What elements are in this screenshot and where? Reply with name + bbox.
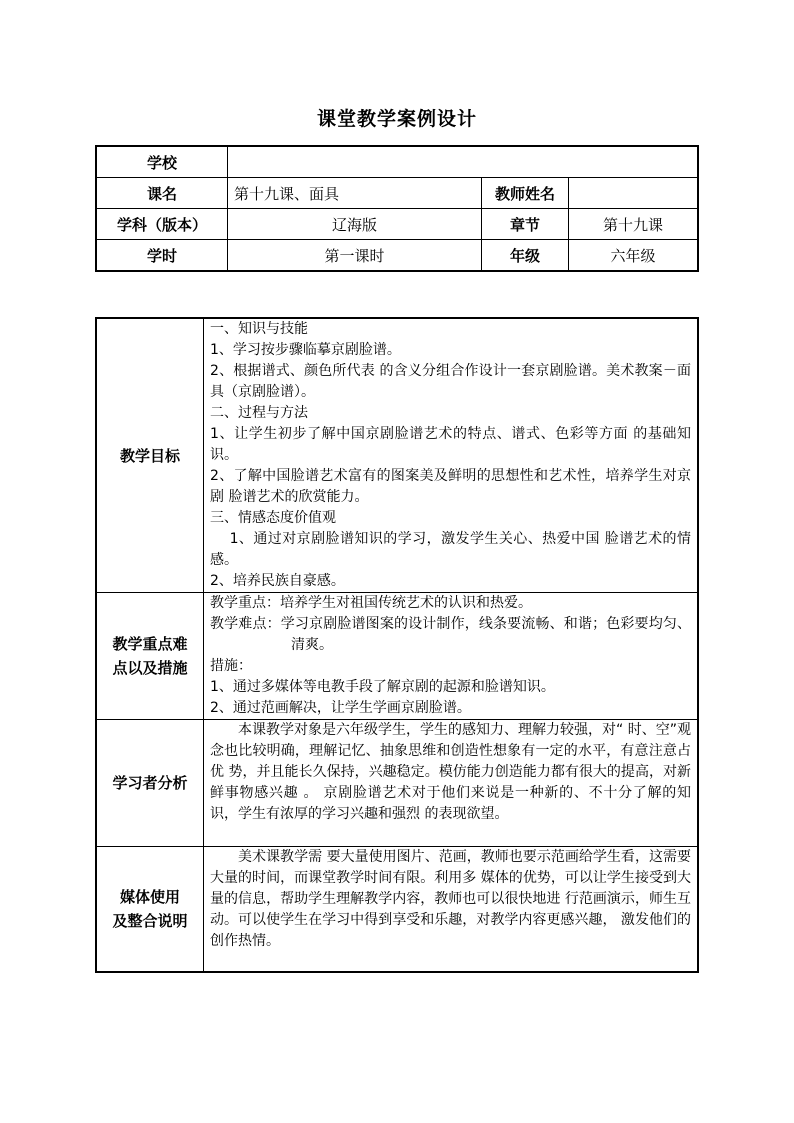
media-text: 美术课教学需 要大量使用图片、范画，教师也要示范画给学生看，这需要大量的时间，而课堂教学时间有限。利用多 媒体的优势，可以让学生接受到大量的信息，帮助学生理解教学内容，教师也可以很快地进 行范画演示，师生互动。可以使学生在学习中得到享受和乐趣，对教学内容更感兴趣， 激发他们的创作热情。 bbox=[210, 849, 691, 949]
goals-line: 1、学习按步骤临摹京剧脸谱。 bbox=[210, 342, 401, 358]
table-row bbox=[96, 720, 698, 847]
measures-title: 措施： bbox=[210, 658, 252, 674]
goals-line: 三、情感态度价值观 bbox=[210, 510, 336, 526]
page-title: 课堂教学案例设计 bbox=[316, 108, 477, 130]
measure-item: 2、通过范画解决，让学生学画京剧脸谱。 bbox=[210, 700, 471, 716]
table-row bbox=[96, 178, 698, 209]
key-points-label-line2: 点以及措施 bbox=[112, 659, 188, 677]
media-label-line2: 及整合说明 bbox=[112, 912, 188, 930]
table-row bbox=[96, 240, 698, 272]
media-label bbox=[96, 847, 204, 973]
key-points-content bbox=[204, 593, 699, 720]
learner-label: 学习者分析 bbox=[96, 720, 204, 847]
teaching-focus: 教学重点：培养学生对祖国传统艺术的认识和热爱。 bbox=[210, 595, 532, 611]
goals-content bbox=[204, 318, 699, 593]
teacher-label: 教师姓名 bbox=[482, 178, 569, 209]
table-row bbox=[96, 209, 698, 240]
goals-line: 2、了解中国脸谱艺术富有的图案美及鲜明的思想性和艺术性，培养学生对京剧 脸谱艺术的欣赏能力。 bbox=[210, 468, 691, 505]
lesson-plan-table bbox=[95, 317, 699, 973]
table-row bbox=[96, 593, 698, 720]
goals-line: 1、让学生初步了解中国京剧脸谱艺术的特点、谱式、色彩等方面 的基础知识。 bbox=[210, 426, 691, 463]
goals-line: 二、过程与方法 bbox=[210, 405, 308, 421]
key-points-label bbox=[96, 593, 204, 720]
goals-label: 教学目标 bbox=[96, 318, 204, 593]
school-value bbox=[228, 146, 699, 178]
period-value: 第一课时 bbox=[228, 240, 482, 272]
goals-line: 2、培养民族自豪感。 bbox=[210, 573, 345, 589]
media-content bbox=[204, 847, 699, 973]
course-label: 课名 bbox=[96, 178, 228, 209]
goals-line: 2、根据谱式、颜色所代表 的含义分组合作设计一套京剧脸谱。美术教案－面具（京剧脸谱）。 bbox=[210, 363, 691, 400]
goals-line: 1、通过对京剧脸谱知识的学习，激发学生关心、热爱中国 脸谱艺术的情感。 bbox=[210, 531, 691, 568]
learner-text: 本课教学对象是六年级学生，学生的感知力、理解力较强，对“ 时、空”观念也比较明确，理解记忆、抽象思维和创造性想象有一定的水平，有意注意占优 势，并且能长久保持，兴趣稳定。模仿能力创造能力都有很大的提高，对新鲜事物感兴趣 。 京剧脸谱艺术对于他们来说是一种新的、不十分了解的知识，学生有浓厚的学习兴趣和强烈 的表现欲望。 bbox=[210, 722, 691, 822]
chapter-value: 第十九课 bbox=[569, 209, 699, 240]
grade-label: 年级 bbox=[482, 240, 569, 272]
subject-value: 辽海版 bbox=[228, 209, 482, 240]
teaching-difficulty: 教学难点：学习京剧脸谱图案的设计制作，线条要流畅、和谐；色彩要均匀、清爽。 bbox=[210, 616, 691, 653]
school-label: 学校 bbox=[96, 146, 228, 178]
course-value: 第十九课、面具 bbox=[228, 178, 482, 209]
subject-label: 学科（版本） bbox=[96, 209, 228, 240]
key-points-label-line1: 教学重点难 bbox=[112, 635, 188, 653]
info-table bbox=[95, 145, 699, 272]
table-row bbox=[96, 146, 698, 178]
media-label-line1: 媒体使用 bbox=[119, 888, 180, 906]
table-row bbox=[96, 318, 698, 593]
learner-content bbox=[204, 720, 699, 847]
chapter-label: 章节 bbox=[482, 209, 569, 240]
grade-value: 六年级 bbox=[569, 240, 699, 272]
goals-line: 一、知识与技能 bbox=[210, 321, 308, 337]
period-label: 学时 bbox=[96, 240, 228, 272]
table-row bbox=[96, 847, 698, 973]
teacher-value bbox=[569, 178, 699, 209]
measure-item: 1、通过多媒体等电教手段了解京剧的起源和脸谱知识。 bbox=[210, 679, 555, 695]
